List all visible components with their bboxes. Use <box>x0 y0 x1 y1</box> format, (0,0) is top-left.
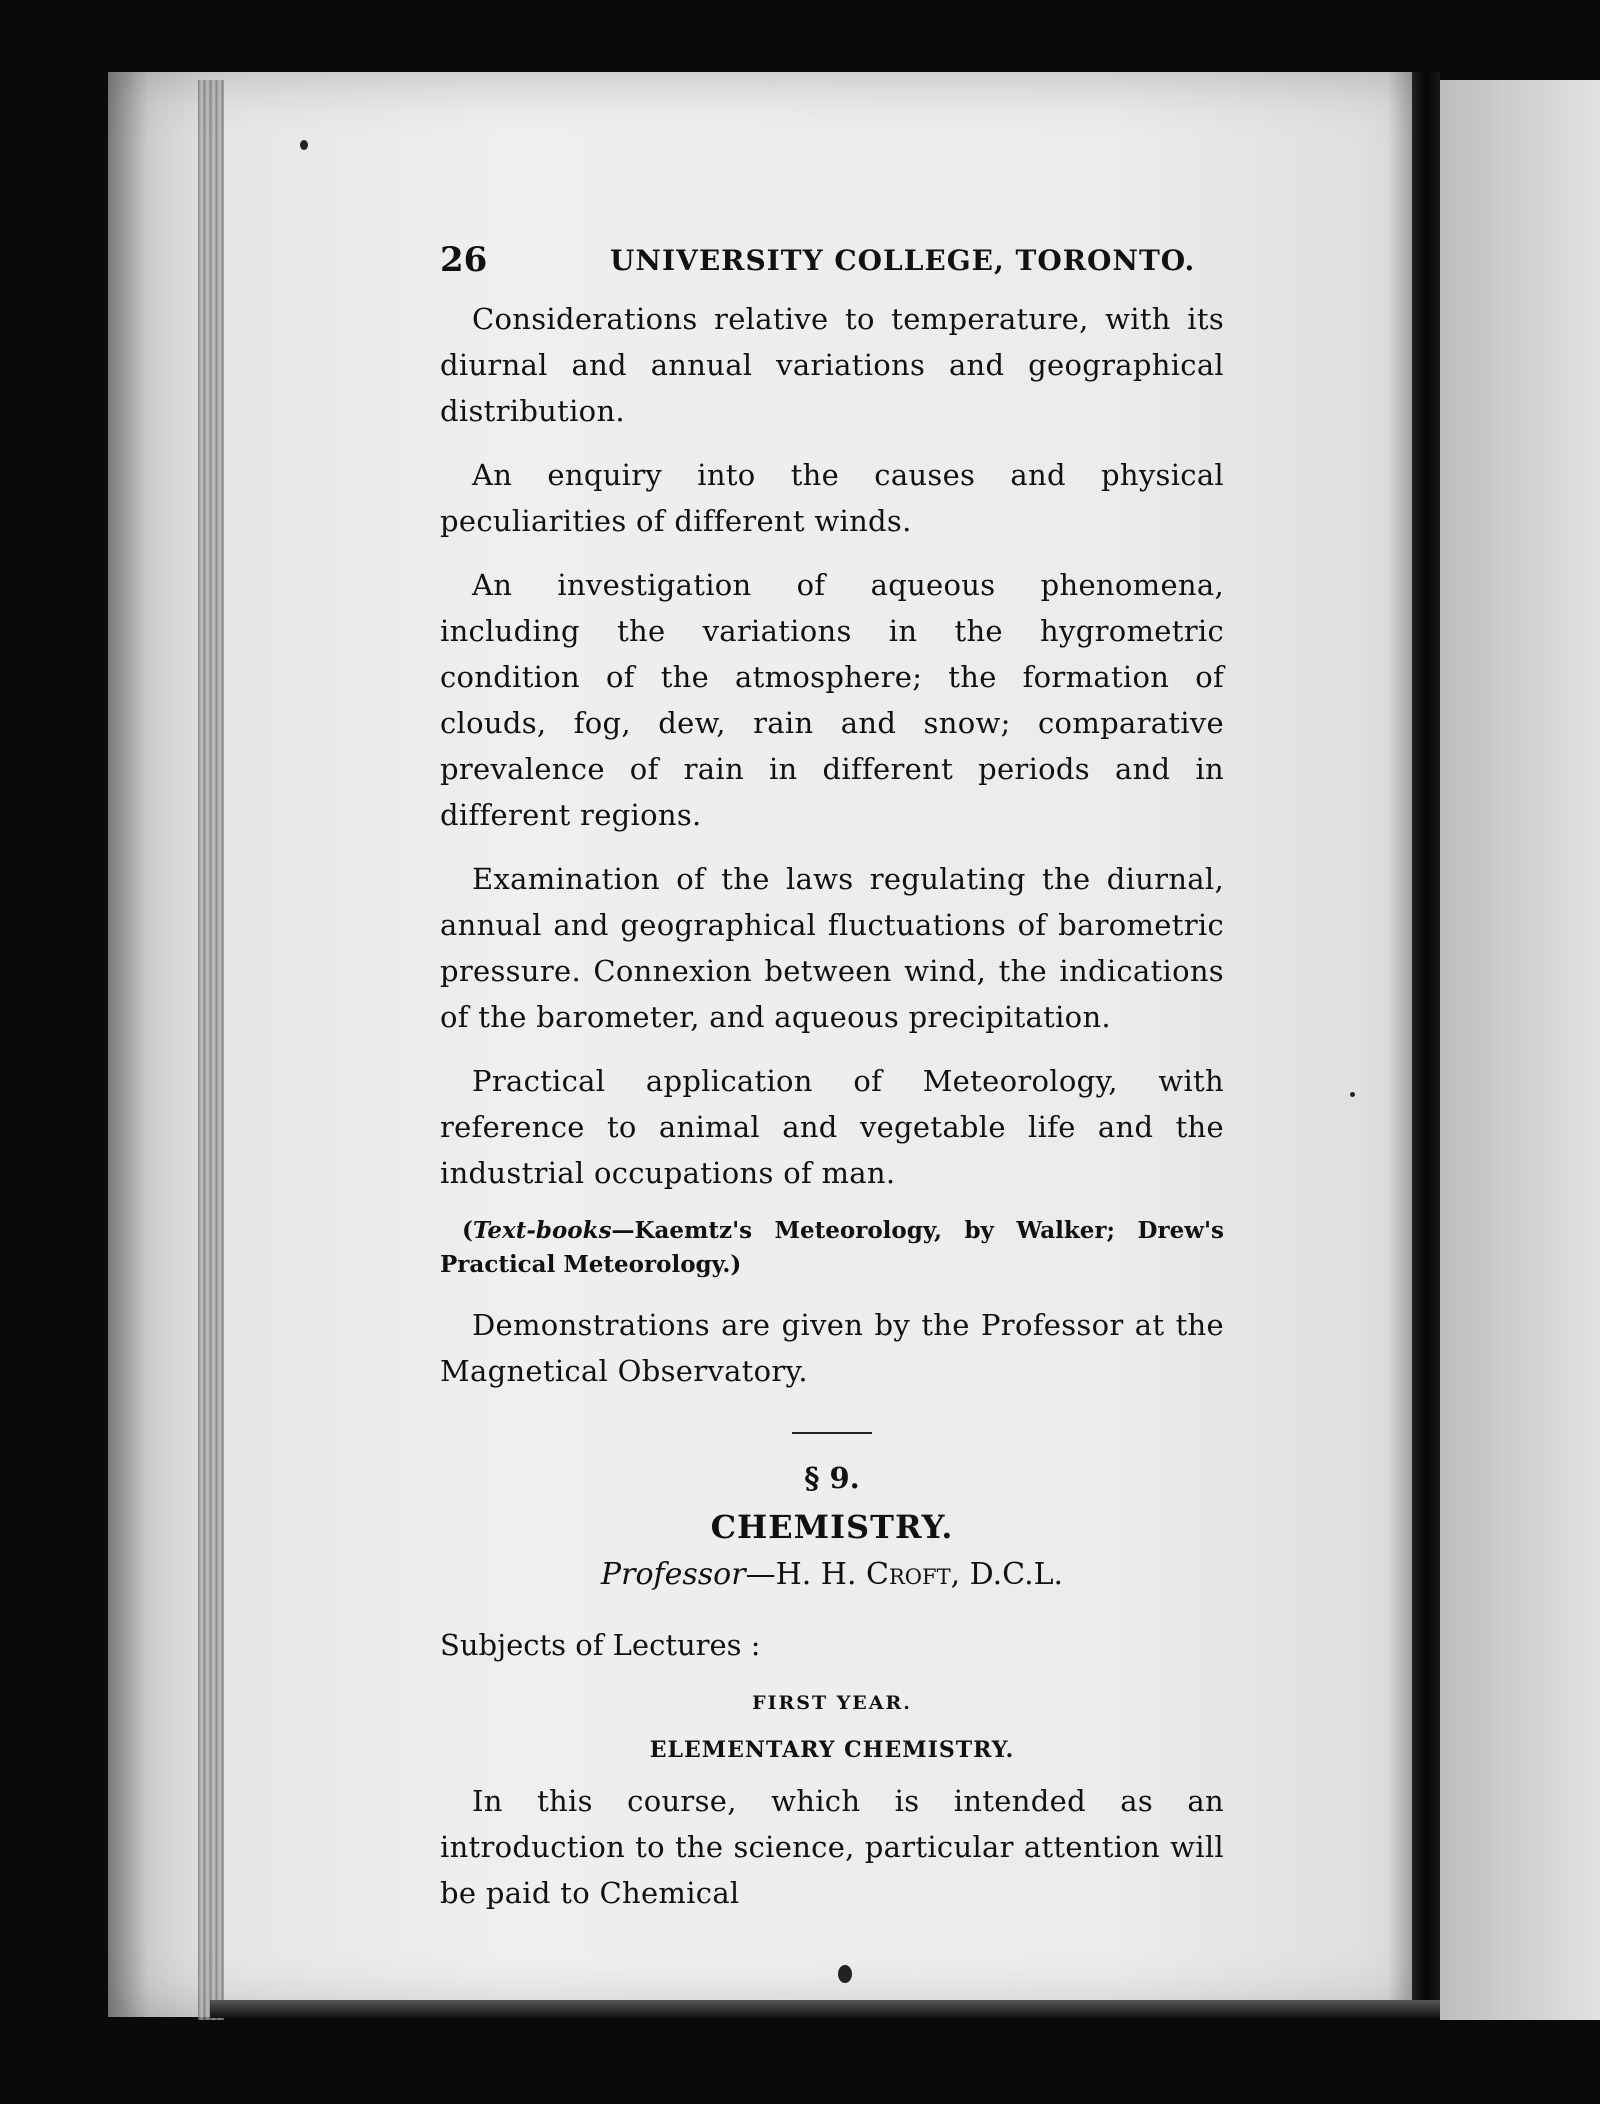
paragraph-aqueous: An investigation of aqueous phenomena, including the variations in the hygrometric condition of the atmosphere; the formation of clouds, fog, dew, rain and snow; comparative prevalence of rain in different periods and in different regions. <box>440 568 1224 832</box>
paragraph-intro: In this course, which is intended as an introduction to the science, particular attention will be paid to Chemical <box>440 1784 1224 1910</box>
scan-speck <box>1350 1092 1355 1097</box>
bottom-shadow <box>210 2000 1440 2018</box>
professor-line <box>440 1550 1224 1600</box>
section-title: CHEMISTRY. <box>710 1508 954 1546</box>
year-heading: FIRST YEAR. <box>752 1692 912 1714</box>
textbooks-open: ( <box>462 1217 473 1244</box>
professor-surname: Croft <box>866 1557 951 1592</box>
textbooks-note <box>440 1214 1224 1282</box>
page-number: 26 <box>440 240 488 280</box>
professor-dash: — <box>745 1557 776 1592</box>
page-text <box>440 240 1224 1934</box>
running-head <box>440 240 1224 284</box>
textbooks-text: —Kaemtz's Meteorology, by Walker; Drew's Practical Meteorology.) <box>440 1217 1224 1278</box>
facing-page-edge <box>1440 80 1600 2020</box>
professor-degree: , D.C.L. <box>950 1557 1064 1592</box>
subjects-label: Subjects of Lectures : <box>440 1628 761 1662</box>
section-number: § 9. <box>804 1461 860 1495</box>
paragraph-demonstrations: Demonstrations are given by the Professor at the Magnetical Observatory. <box>440 1308 1224 1388</box>
section-divider <box>792 1432 872 1434</box>
scan-speck <box>300 140 308 150</box>
page-edge-stack <box>198 80 224 2020</box>
course-heading: ELEMENTARY CHEMISTRY. <box>649 1737 1015 1763</box>
paragraph-practical: Practical application of Meteorology, with reference to animal and vegetable life and the industrial occupations of man. <box>440 1064 1224 1190</box>
book-gutter <box>1412 72 1440 2017</box>
professor-initials: H. H. <box>775 1557 867 1592</box>
textbooks-label: Text-books <box>472 1217 612 1244</box>
paragraph-temperature: Considerations relative to temperature, with its diurnal and annual variations and geographical distribution. <box>440 302 1224 428</box>
professor-label: Professor <box>600 1557 746 1592</box>
running-title: UNIVERSITY COLLEGE, TORONTO. <box>610 244 1196 277</box>
scan-speck <box>838 1965 852 1983</box>
paragraph-barometric: Examination of the laws regulating the diurnal, annual and geographical fluctuations of barometric pressure. Connexion between wind, the indications of the barometer, and aqueous precipitation. <box>440 862 1224 1034</box>
paragraph-winds: An enquiry into the causes and physical peculiarities of different winds. <box>440 458 1224 538</box>
